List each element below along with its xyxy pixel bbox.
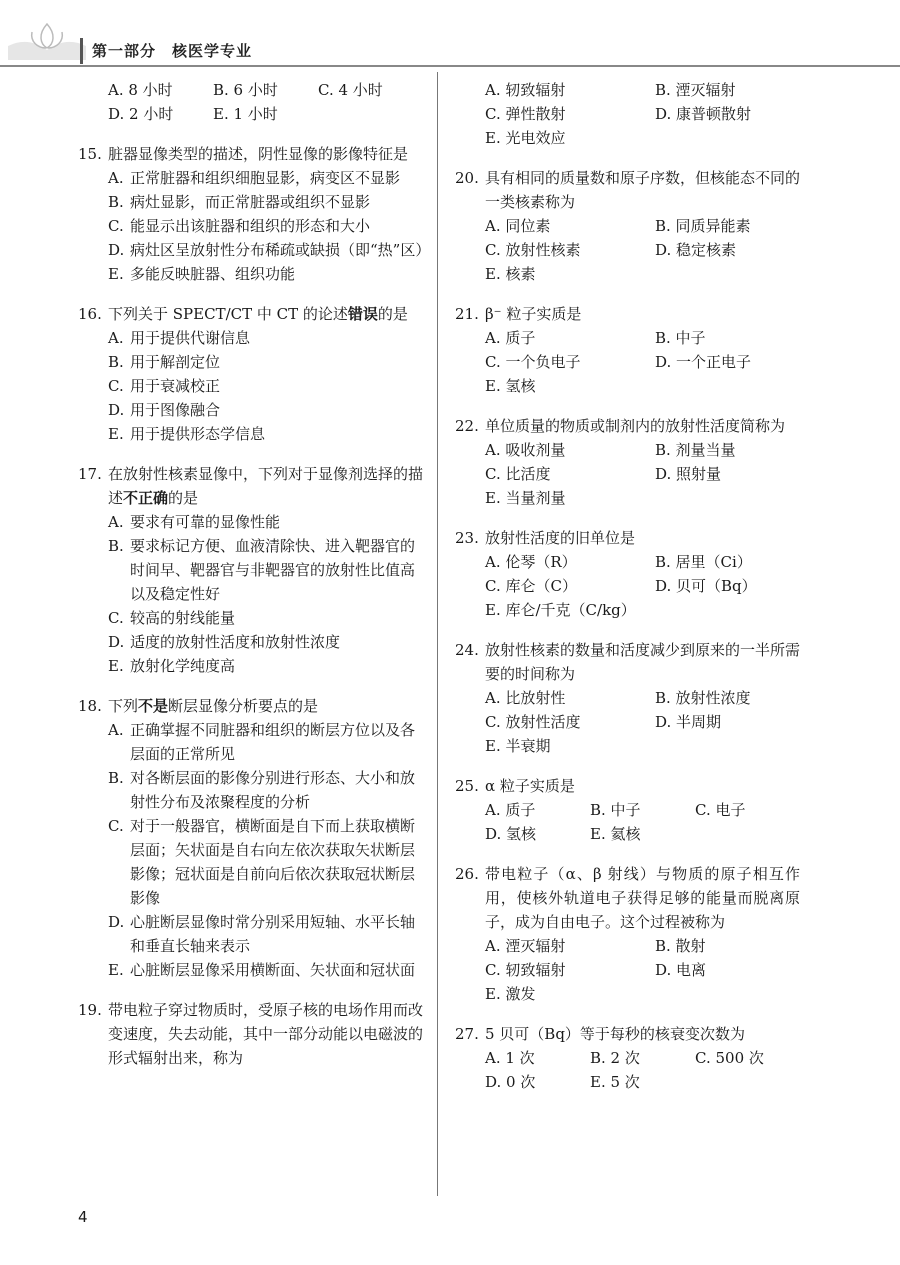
header-bar	[80, 38, 83, 64]
option: D. 电离	[655, 961, 707, 979]
question-stem: 放射性活度的旧单位是	[485, 529, 636, 547]
question-18	[78, 694, 423, 982]
option: C. 轫致辐射	[485, 961, 566, 979]
option: E. 当量剂量	[485, 489, 566, 507]
question-stem: 具有相同的质量数和原子序数，但核能态不同的一类核素称为	[485, 169, 801, 211]
question-number: 18.	[78, 697, 102, 715]
option: B. 湮灭辐射	[655, 81, 736, 99]
question-number: 16.	[78, 305, 102, 323]
option: B. 要求标记方便、血液清除快、进入靶器官的时间早、靶器官与非靶器官的放射性比值高以及稳定性好	[108, 537, 416, 603]
question-26	[455, 862, 800, 1006]
option: C. 一个负电子	[485, 353, 581, 371]
option: C. 库仑（C）	[485, 577, 577, 595]
option: D. 0 次	[485, 1073, 536, 1091]
question-number: 20.	[455, 169, 479, 187]
option: C. 电子	[695, 801, 746, 819]
option: D. 一个正电子	[655, 353, 752, 371]
question-17	[78, 462, 423, 678]
option: C. 弹性散射	[485, 105, 566, 123]
question-19	[78, 998, 423, 1070]
option: A. 质子	[485, 801, 536, 819]
option: A. 用于提供代谢信息	[108, 329, 251, 347]
option: E. 1 小时	[213, 105, 278, 123]
option: B. 对各断层面的影像分别进行形态、大小和放射性分布及浓聚程度的分析	[108, 769, 416, 811]
lotus-logo-icon	[8, 16, 86, 60]
option: D. 适度的放射性活度和放射性浓度	[108, 633, 341, 651]
option: C. 用于衰减校正	[108, 377, 221, 395]
column-divider	[437, 72, 438, 1196]
option: C. 放射性活度	[485, 713, 581, 731]
question-27	[455, 1022, 800, 1094]
right-column	[455, 78, 800, 1110]
option: B. 中子	[590, 801, 641, 819]
question-stem: 下列不是断层显像分析要点的是	[108, 697, 319, 715]
question-number: 17.	[78, 465, 102, 483]
header-rule	[0, 65, 900, 67]
option: E. 多能反映脏器、组织功能	[108, 265, 296, 283]
question-15	[78, 142, 431, 286]
question-stem: 在放射性核素显像中，下列对于显像剂选择的描述不正确的是	[108, 465, 424, 507]
question-stem: 带电粒子穿过物质时，受原子核的电场作用而改变速度，失去动能，其中一部分动能以电磁波的形式辐射出来，称为	[108, 1001, 424, 1067]
question-14-tail	[78, 78, 423, 126]
question-number: 15.	[78, 145, 102, 163]
option: E. 放射化学纯度高	[108, 657, 236, 675]
option: C. 4 小时	[318, 81, 383, 99]
question-number: 26.	[455, 865, 479, 883]
option: A. 要求有可靠的显像性能	[108, 513, 281, 531]
option: C. 500 次	[695, 1049, 764, 1067]
option: A. 伦琴（R）	[485, 553, 577, 571]
header-title: 第一部分 核医学专业	[92, 42, 253, 60]
option: B. 散射	[655, 937, 706, 955]
option: E. 光电效应	[485, 129, 566, 147]
option: D. 半周期	[655, 713, 722, 731]
option: A. 湮灭辐射	[485, 937, 566, 955]
question-22	[455, 414, 800, 510]
question-16	[78, 302, 423, 446]
question-stem: 单位质量的物质或制剂内的放射性活度简称为	[485, 417, 786, 435]
option: B. 中子	[655, 329, 706, 347]
option: D. 氢核	[485, 825, 537, 843]
option: E. 库仑/千克（C/kg）	[485, 601, 636, 619]
question-19-tail	[455, 78, 800, 150]
page-header	[0, 0, 900, 66]
option: C. 对于一般器官，横断面是自下而上获取横断层面；矢状面是自右向左依次获取矢状断层影像；冠状面是自前向后依次获取冠状断层影像	[108, 817, 416, 907]
option: E. 用于提供形态学信息	[108, 425, 266, 443]
option: B. 同质异能素	[655, 217, 751, 235]
option: E. 半衰期	[485, 737, 551, 755]
option: E. 核素	[485, 265, 536, 283]
option: D. 稳定核素	[655, 241, 737, 259]
option: E. 5 次	[590, 1073, 640, 1091]
question-number: 25.	[455, 777, 479, 795]
page-number: 4	[78, 1208, 88, 1226]
question-25	[455, 774, 800, 846]
question-stem: 下列关于 SPECT/CT 中 CT 的论述错误的是	[108, 305, 408, 323]
option: B. 放射性浓度	[655, 689, 751, 707]
option: E. 心脏断层显像采用横断面、矢状面和冠状面	[108, 961, 416, 979]
question-24	[455, 638, 800, 758]
option: C. 较高的射线能量	[108, 609, 236, 627]
option: D. 照射量	[655, 465, 722, 483]
option: A. 轫致辐射	[485, 81, 566, 99]
option: B. 剂量当量	[655, 441, 736, 459]
question-number: 21.	[455, 305, 479, 323]
question-stem: β⁻ 粒子实质是	[485, 305, 582, 323]
option: B. 病灶显影，而正常脏器或组织不显影	[108, 193, 371, 211]
option: B. 用于解剖定位	[108, 353, 221, 371]
option: B. 2 次	[590, 1049, 640, 1067]
option: D. 病灶区呈放射性分布稀疏或缺损（即“热”区）	[108, 241, 431, 259]
question-stem: 带电粒子（α、β 射线）与物质的原子相互作用，使核外轨道电子获得足够的能量而脱离原子，成为自由电子。这个过程被称为	[485, 865, 800, 931]
option: D. 心脏断层显像时常分别采用短轴、水平长轴和垂直长轴来表示	[108, 913, 416, 955]
left-column	[78, 78, 431, 1086]
question-number: 24.	[455, 641, 479, 659]
option: D. 2 小时	[108, 105, 174, 123]
question-23	[455, 526, 800, 622]
option: A. 正常脏器和组织细胞显影，病变区不显影	[108, 169, 401, 187]
question-stem: 5 贝可（Bq）等于每秒的核衰变次数为	[485, 1025, 745, 1043]
option: D. 贝可（Bq）	[655, 577, 757, 595]
question-20	[455, 166, 800, 286]
option: B. 6 小时	[213, 81, 278, 99]
question-number: 19.	[78, 1001, 102, 1019]
option: A. 比放射性	[485, 689, 566, 707]
question-stem: 放射性核素的数量和活度减少到原来的一半所需要的时间称为	[485, 641, 801, 683]
option: B. 居里（Ci）	[655, 553, 752, 571]
option: D. 康普顿散射	[655, 105, 752, 123]
option: C. 放射性核素	[485, 241, 581, 259]
option: C. 能显示出该脏器和组织的形态和大小	[108, 217, 371, 235]
question-number: 27.	[455, 1025, 479, 1043]
option: D. 用于图像融合	[108, 401, 221, 419]
option: E. 激发	[485, 985, 536, 1003]
question-number: 22.	[455, 417, 479, 435]
option: C. 比活度	[485, 465, 551, 483]
question-stem: α 粒子实质是	[485, 777, 575, 795]
question-21	[455, 302, 800, 398]
option: A. 质子	[485, 329, 536, 347]
option: A. 正确掌握不同脏器和组织的断层方位以及各层面的正常所见	[108, 721, 416, 763]
question-number: 23.	[455, 529, 479, 547]
option: E. 氦核	[590, 825, 641, 843]
option: A. 8 小时	[108, 81, 173, 99]
option: E. 氢核	[485, 377, 536, 395]
option: A. 吸收剂量	[485, 441, 566, 459]
question-stem: 脏器显像类型的描述，阴性显像的影像特征是	[108, 145, 409, 163]
option: A. 同位素	[485, 217, 551, 235]
option: A. 1 次	[485, 1049, 535, 1067]
